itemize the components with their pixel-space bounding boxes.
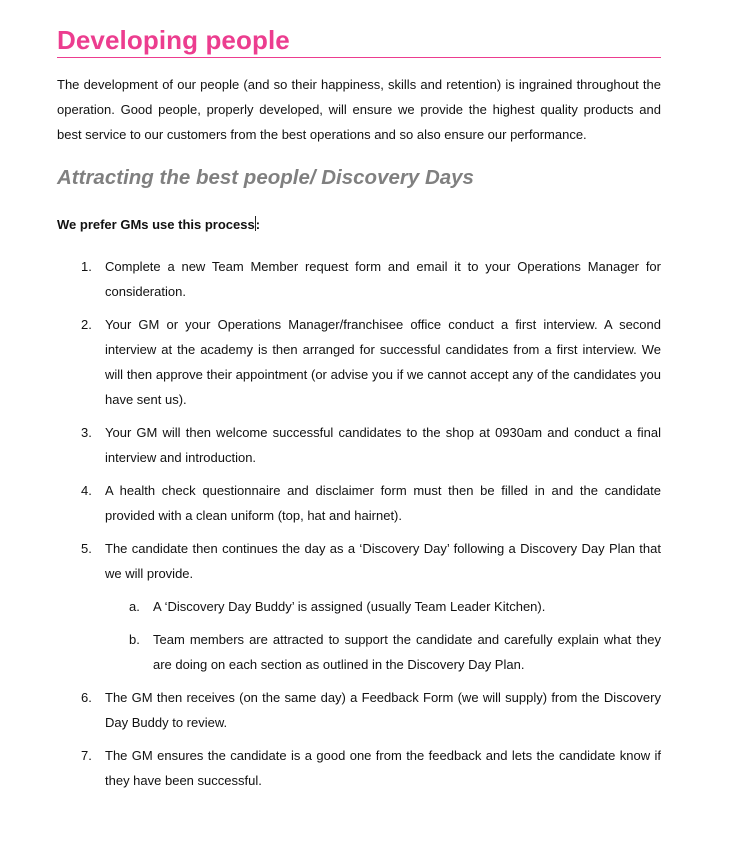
list-item-text: Complete a new Team Member request form and email it to your Operations Manager for consideration. xyxy=(105,259,661,299)
list-item xyxy=(57,254,661,304)
list-item-text: Your GM will then welcome successful candidates to the shop at 0930am and conduct a final interview and introduction. xyxy=(105,425,661,465)
list-item xyxy=(57,420,661,470)
list-item xyxy=(57,536,661,677)
list-item xyxy=(57,685,661,735)
substeps-list xyxy=(105,594,661,677)
sublist-item-letter: b. xyxy=(129,632,140,647)
list-item xyxy=(57,478,661,528)
list-item-number: 7. xyxy=(81,748,92,763)
sublist-item xyxy=(105,627,661,677)
process-steps-list xyxy=(57,254,661,801)
list-item-number: 6. xyxy=(81,690,92,705)
list-item-text: A health check questionnaire and disclaimer form must then be filled in and the candidate provided with a clean uniform (top, hat and hairnet). xyxy=(105,483,661,523)
section-subtitle: Attracting the best people/ Discovery Days xyxy=(57,166,474,189)
process-lead xyxy=(57,214,260,236)
sublist-item xyxy=(105,594,661,619)
sublist-item-text: A ‘Discovery Day Buddy’ is assigned (usually Team Leader Kitchen). xyxy=(153,599,546,614)
list-item-text: The GM then receives (on the same day) a Feedback Form (we will supply) from the Discovery Day Buddy to review. xyxy=(105,690,661,730)
list-item-number: 4. xyxy=(81,483,92,498)
list-item xyxy=(57,312,661,412)
list-item-text: The candidate then continues the day as a ‘Discovery Day’ following a Discovery Day Plan that we will provide. xyxy=(105,541,661,581)
process-lead-punct: : xyxy=(255,217,261,232)
process-lead-text: We prefer GMs use this process xyxy=(57,217,255,232)
list-item xyxy=(57,743,661,793)
sublist-item-letter: a. xyxy=(129,599,140,614)
page-title: Developing people xyxy=(57,25,290,55)
list-item-number: 3. xyxy=(81,425,92,440)
intro-paragraph: The development of our people (and so their happiness, skills and retention) is ingrained throughout the operation. Good people, properly developed, will ensure we provide the highest quality products and best service to our customers from the best operations and so also ensure our performance. xyxy=(57,77,661,142)
list-item-text: Your GM or your Operations Manager/franchisee office conduct a first interview. A second interview at the academy is then arranged for successful candidates from a first interview. We will then approve their appointment (or advise you if we cannot accept any of the candidates you have sent us). xyxy=(105,317,661,407)
title-underline xyxy=(57,57,661,58)
list-item-number: 2. xyxy=(81,317,92,332)
sublist-item-text: Team members are attracted to support the candidate and carefully explain what they are doing on each section as outlined in the Discovery Day Plan. xyxy=(153,632,661,672)
list-item-number: 1. xyxy=(81,259,92,274)
list-item-text: The GM ensures the candidate is a good one from the feedback and lets the candidate know if they have been successful. xyxy=(105,748,661,788)
list-item-number: 5. xyxy=(81,541,92,556)
